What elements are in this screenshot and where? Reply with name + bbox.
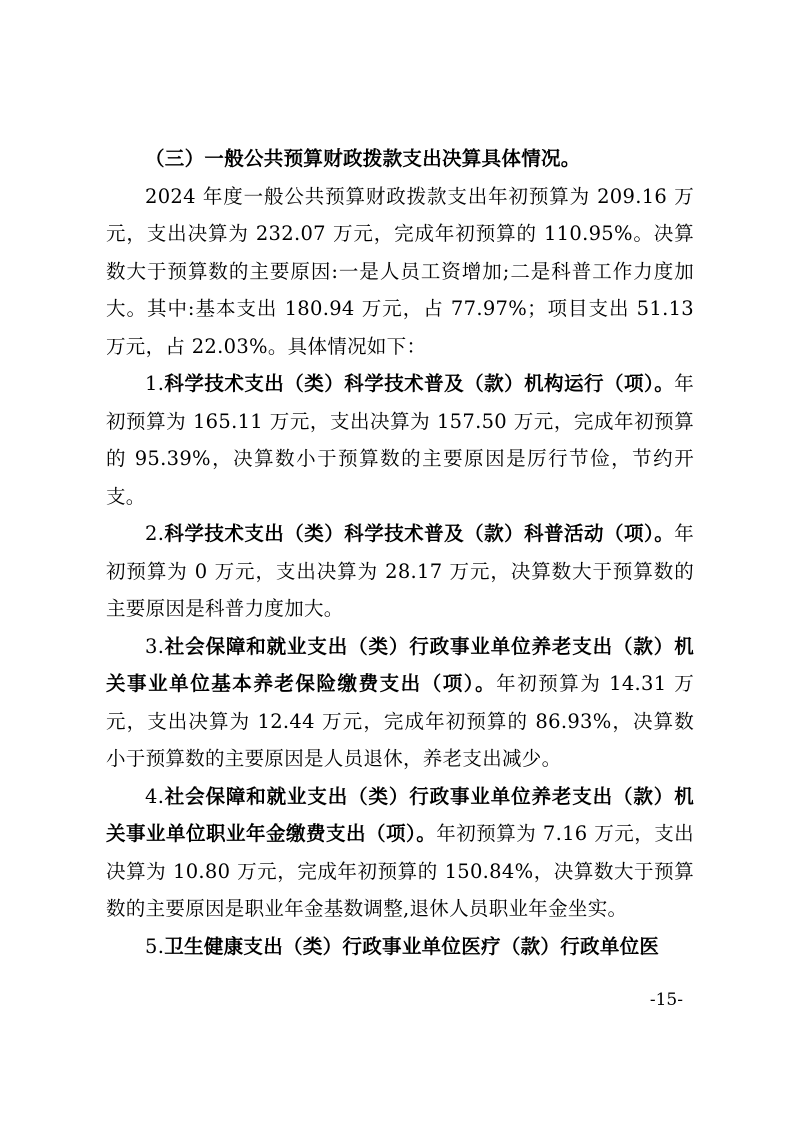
document-body <box>106 140 694 965</box>
item-title: 卫生健康支出（类）行政事业单位医疗（款）行政单位医 <box>164 934 660 958</box>
item-body: 年初预算为 7.16 万元，支出决算为 10.80 万元，完成年初预算的 150.84%，决算数大于预算数的主要原因是职业年金基数调整,退休人员职业年金坐实。 <box>106 822 694 920</box>
item-number: 2. <box>145 522 165 545</box>
section-heading: （三）一般公共预算财政拨款支出决算具体情况。 <box>145 147 581 170</box>
item-body: 年初预算为 0 万元，支出决算为 28.17 万元，决算数大于预算数的主要原因是科普力度加大。 <box>106 522 694 620</box>
item-paragraph-5 <box>106 928 694 966</box>
item-body: 年初预算为 14.31 万元，支出决算为 12.44 万元，完成年初预算的 86.93%，决算数小于预算数的主要原因是人员退休，养老支出减少。 <box>106 672 695 770</box>
item-title: 社会保障和就业支出（类）行政事业单位养老支出（款）机关事业单位基本养老保险缴费支出（项）。 <box>106 634 694 695</box>
item-number: 4. <box>145 784 165 808</box>
page-number: -15- <box>649 990 683 1010</box>
item-paragraph-1 <box>106 365 694 515</box>
item-number: 5. <box>145 934 165 958</box>
item-title: 科学技术支出（类）科学技术普及（款）科普活动（项）。 <box>164 522 675 545</box>
intro-paragraph: 2024 年度一般公共预算财政拨款支出年初预算为 209.16 万元，支出决算为 232.07 万元，完成年初预算的 110.95%。决算数大于预算数的主要原因:一是人员工资增加;二是科普工作力度加大。其中:基本支出 180.94 万元，占 77.97%；项目支出 51.13 万元，占 22.03%。具体情况如下： <box>106 184 694 358</box>
item-body: 年初预算为 165.11 万元，支出决算为 157.50 万元，完成年初预算的 95.39%，决算数小于预算数的主要原因是厉行节俭，节约开支。 <box>106 372 694 508</box>
item-number: 1. <box>145 372 165 395</box>
item-paragraph-3 <box>106 628 694 778</box>
item-title: 社会保障和就业支出（类）行政事业单位养老支出（款）机关事业单位职业年金缴费支出（项）。 <box>106 784 694 845</box>
item-paragraph-2 <box>106 515 694 628</box>
item-title: 科学技术支出（类）科学技术普及（款）机构运行（项）。 <box>164 372 675 395</box>
item-number: 3. <box>145 634 165 658</box>
item-paragraph-4 <box>106 778 694 928</box>
